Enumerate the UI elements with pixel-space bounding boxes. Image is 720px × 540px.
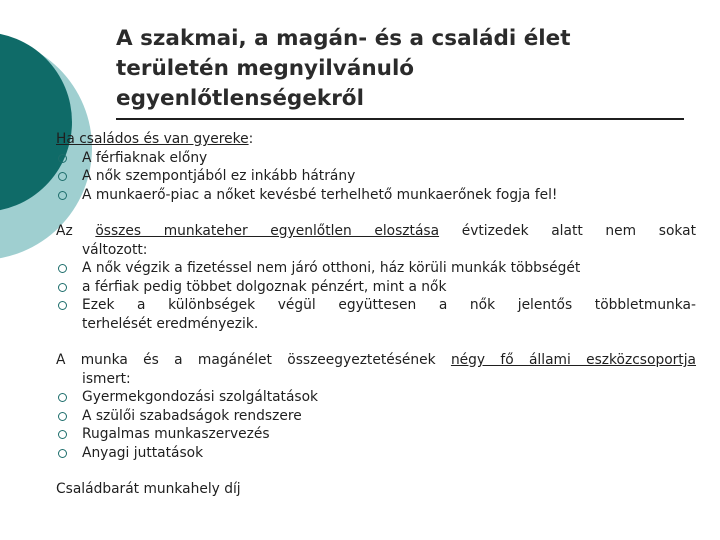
section1-lead-underlined: Ha családos és van gyereke (56, 131, 249, 147)
section3-list (56, 388, 696, 462)
circle-bullet-icon (58, 412, 67, 421)
circle-bullet-icon (58, 154, 67, 163)
section2-lead-continuation: változott: (82, 241, 148, 258)
list-item: a férfiak pedig többet dolgoznak pénzért, mint a nők (56, 278, 696, 297)
title-line-3: egyenlőtlenségekről (116, 86, 364, 111)
list-item: A szülői szabadságok rendszere (56, 407, 696, 426)
circle-bullet-icon (58, 191, 67, 200)
section3-lead-underlined: négy fő állami eszközcsoportja (450, 352, 697, 368)
slide-body (56, 130, 696, 499)
list-item: Ezek a különbségek végül együttesen a nők jelentős többletmunka- (56, 296, 696, 315)
section1-lead-tail: : (248, 131, 254, 147)
circle-bullet-icon (58, 449, 67, 458)
title-divider (116, 118, 684, 120)
slide-title (116, 24, 696, 114)
circle-bullet-icon (58, 301, 67, 310)
list-item: Rugalmas munkaszervezés (56, 425, 696, 444)
list-item: Gyermekgondozási szolgáltatások (56, 388, 696, 407)
section1-lead (56, 130, 696, 149)
circle-bullet-icon (58, 283, 67, 292)
list-item: A nők szempontjából ez inkább hátrány (56, 167, 696, 186)
section2-list (56, 259, 696, 315)
section2-lead-underlined: összes munkateher egyenlőtlen elosztása (95, 223, 440, 239)
circle-bullet-icon (58, 393, 67, 402)
title-line-2: területén megnyilvánuló (116, 56, 415, 81)
section1-list (56, 149, 696, 205)
section2-item3-continuation: terhelését eredményezik. (82, 315, 259, 332)
circle-bullet-icon (58, 172, 67, 181)
list-item: Anyagi juttatások (56, 444, 696, 463)
footer-text: Családbarát munkahely díj (56, 481, 241, 497)
list-item: A munkaerő-piac a nőket kevésbé terhelhető munkaerőnek fogja fel! (56, 186, 696, 205)
title-line-1: A szakmai, a magán- és a családi élet (116, 26, 571, 51)
section2-lead: Az összes munkateher egyenlőtlen elosztása évtizedek alatt nem sokat (56, 223, 696, 239)
list-item: A nők végzik a fizetéssel nem járó otthoni, ház körüli munkák többségét (56, 259, 696, 278)
circle-bullet-icon (58, 430, 67, 439)
list-item: A férfiaknak előny (56, 149, 696, 168)
section3-lead-continuation: ismert: (82, 370, 131, 387)
circle-bullet-icon (58, 264, 67, 273)
section3-lead: A munka és a magánélet összeegyeztetésének négy fő állami eszközcsoportja (56, 352, 697, 368)
